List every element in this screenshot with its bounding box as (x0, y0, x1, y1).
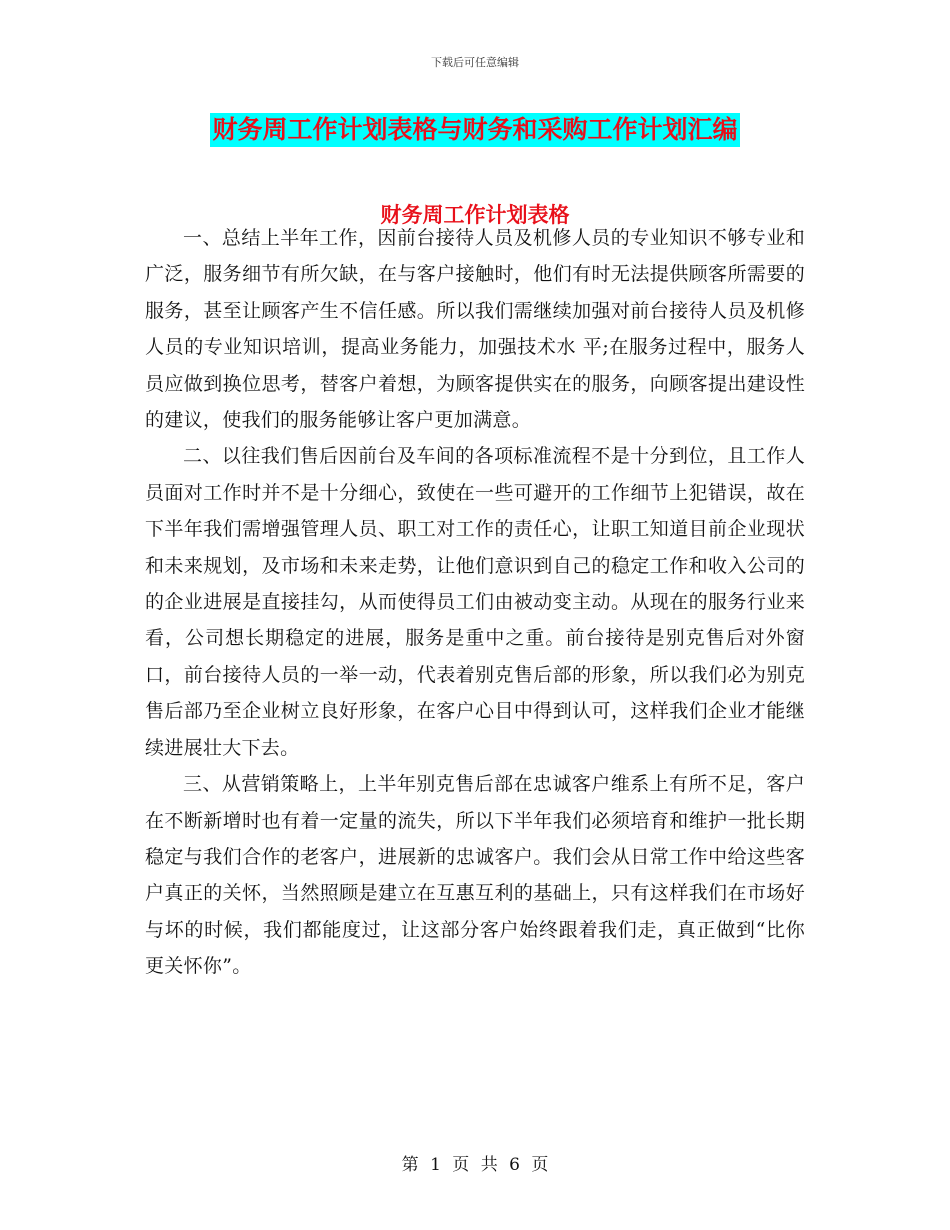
body-text (145, 220, 805, 985)
document-title: 财务周工作计划表格与财务和采购工作计划汇编 (210, 113, 739, 147)
header-note: 下载后可任意编辑 (431, 56, 519, 69)
paragraph-3: 三、从营销策略上，上半年别克售后部在忠诚客户维系上有所不足，客户在不断新增时也有着一定量的流失，所以下半年我们必须培育和维护一批长期稳定与我们合作的老客户，进展新的忠诚客户。我们会从日常工作中给这些客户真正的关怀，当然照顾是建立在互惠互利的基础上，只有这样我们在市场好与坏的时候，我们都能度过，让这部分客户始终跟着我们走，真正做到“比你更关怀你”。 (145, 773, 805, 978)
page-footer: 第 1 页 共 6 页 (401, 1155, 549, 1175)
section-title: 财务周工作计划表格 (380, 203, 570, 227)
document-title-container (0, 113, 950, 147)
paragraph-2: 二、以往我们售后因前台及车间的各项标准流程不是十分到位，且工作人员面对工作时并不是十分细心，致使在一些可避开的工作细节上犯错误，故在下半年我们需增强管理人员、职工对工作的责任心，让职工知道目前企业现状和未来规划，及市场和未来走势，让他们意识到自己的稳定工作和收入公司的的企业进展是直接挂勾，从而使得员工们由被动变主动。从现在的服务行业来看，公司想长期稳定的进展，服务是重中之重。前台接待是别克售后对外窗口，前台接待人员的一举一动，代表着别克售后部的形象，所以我们必为别克售后部乃至企业树立良好形象，在客户心目中得到认可，这样我们企业才能继续进展壮大下去。 (145, 445, 805, 759)
paragraph-1: 一、总结上半年工作，因前台接待人员及机修人员的专业知识不够专业和广泛，服务细节有所欠缺，在与客户接触时，他们有时无法提供顾客所需要的服务，甚至让顾客产生不信任感。所以我们需继续加强对前台接待人员及机修人员的专业知识培训，提高业务能力，加强技术水 平;在服务过程中，服务人员应做到换位思考，替客户着想，为顾客提供实在的服务，向顾客提出建设性的建议，使我们的服务能够让客户更加满意。 (145, 227, 805, 432)
